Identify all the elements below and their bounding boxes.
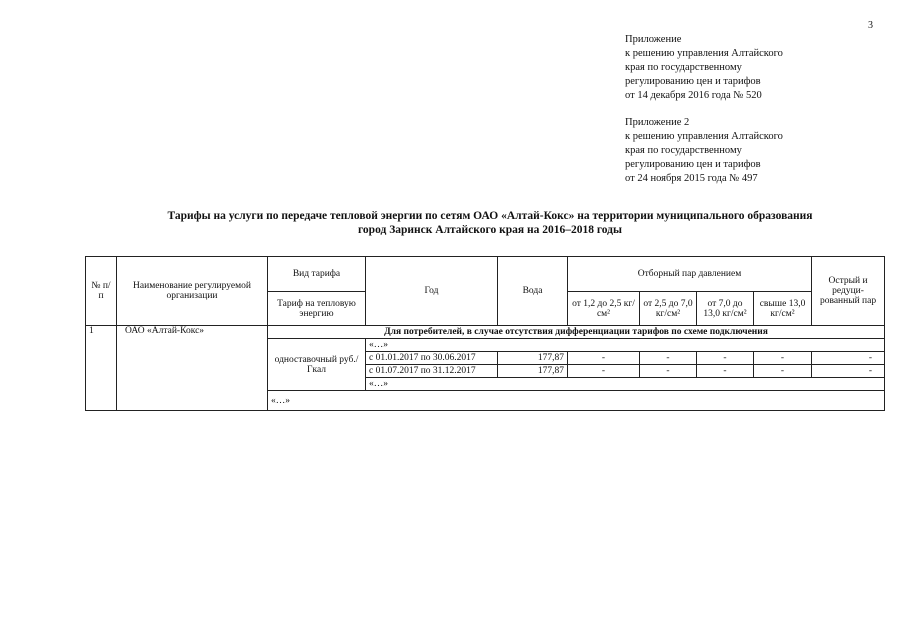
title-line-2: город Заринск Алтайского края на 2016–2018 годы bbox=[358, 224, 622, 236]
annex-1-line: регулированию цен и тарифов bbox=[625, 76, 761, 87]
header-steam-group: Отборный пар давлением bbox=[568, 257, 812, 292]
steam-4-value: - bbox=[754, 352, 812, 365]
ellipsis-bottom: «…» bbox=[268, 391, 885, 411]
tariff-type: одноставочный руб./Гкал bbox=[268, 339, 366, 391]
steam-2-value: - bbox=[640, 365, 697, 378]
sharp-steam-value: - bbox=[812, 352, 885, 365]
annex-2-line: регулированию цен и тарифов bbox=[625, 159, 761, 170]
section-title: Для потребителей, в случае отсутствия дифференциации тарифов по схеме подключения bbox=[268, 326, 885, 339]
document-title bbox=[90, 209, 890, 237]
annex-1-line: от 14 декабря 2016 года № 520 bbox=[625, 90, 762, 101]
header-year: Год bbox=[366, 257, 498, 326]
steam-4-value: - bbox=[754, 365, 812, 378]
header-steam-1: от 1,2 до 2,5 кг/см² bbox=[568, 292, 640, 326]
row-number: 1 bbox=[86, 326, 117, 411]
header-tariff-heat: Тариф на тепловую энергию bbox=[268, 292, 366, 326]
steam-1-value: - bbox=[568, 352, 640, 365]
steam-1-value: - bbox=[568, 365, 640, 378]
page-number: 3 bbox=[868, 20, 873, 31]
annex-2-line: края по государственному bbox=[625, 145, 742, 156]
period: с 01.01.2017 по 30.06.2017 bbox=[366, 352, 498, 365]
steam-3-value: - bbox=[697, 352, 754, 365]
tariff-table bbox=[85, 256, 885, 411]
header-num: № п/п bbox=[86, 257, 117, 326]
header-water: Вода bbox=[498, 257, 568, 326]
title-line-1: Тарифы на услуги по передаче тепловой энергии по сетям ОАО «Алтай-Кокс» на территории муниципального образования bbox=[167, 210, 813, 222]
sharp-steam-value: - bbox=[812, 365, 885, 378]
annex-1 bbox=[625, 33, 783, 103]
header-steam-2: от 2,5 до 7,0 кг/см² bbox=[640, 292, 697, 326]
annex-1-line: Приложение bbox=[625, 34, 682, 45]
steam-3-value: - bbox=[697, 365, 754, 378]
annex-2-line: к решению управления Алтайского bbox=[625, 131, 783, 142]
water-value: 177,87 bbox=[498, 365, 568, 378]
header-org: Наименование регулируемой организации bbox=[117, 257, 268, 326]
steam-2-value: - bbox=[640, 352, 697, 365]
header-sharp-steam: Острый и редуци-рованный пар bbox=[812, 257, 885, 326]
annex-2-line: от 24 ноября 2015 года № 497 bbox=[625, 173, 758, 184]
header-steam-4: свыше 13,0 кг/см² bbox=[754, 292, 812, 326]
annex-1-line: края по государственному bbox=[625, 62, 742, 73]
period: с 01.07.2017 по 31.12.2017 bbox=[366, 365, 498, 378]
ellipsis-top: «…» bbox=[366, 339, 885, 352]
ellipsis-middle: «…» bbox=[366, 378, 885, 391]
header-tariff-kind: Вид тарифа bbox=[268, 257, 366, 292]
header-steam-3: от 7,0 до 13,0 кг/см² bbox=[697, 292, 754, 326]
water-value: 177,87 bbox=[498, 352, 568, 365]
annex-2 bbox=[625, 116, 783, 186]
annex-2-line: Приложение 2 bbox=[625, 117, 690, 128]
annex-1-line: к решению управления Алтайского bbox=[625, 48, 783, 59]
org-name: ОАО «Алтай-Кокс» bbox=[117, 326, 268, 411]
